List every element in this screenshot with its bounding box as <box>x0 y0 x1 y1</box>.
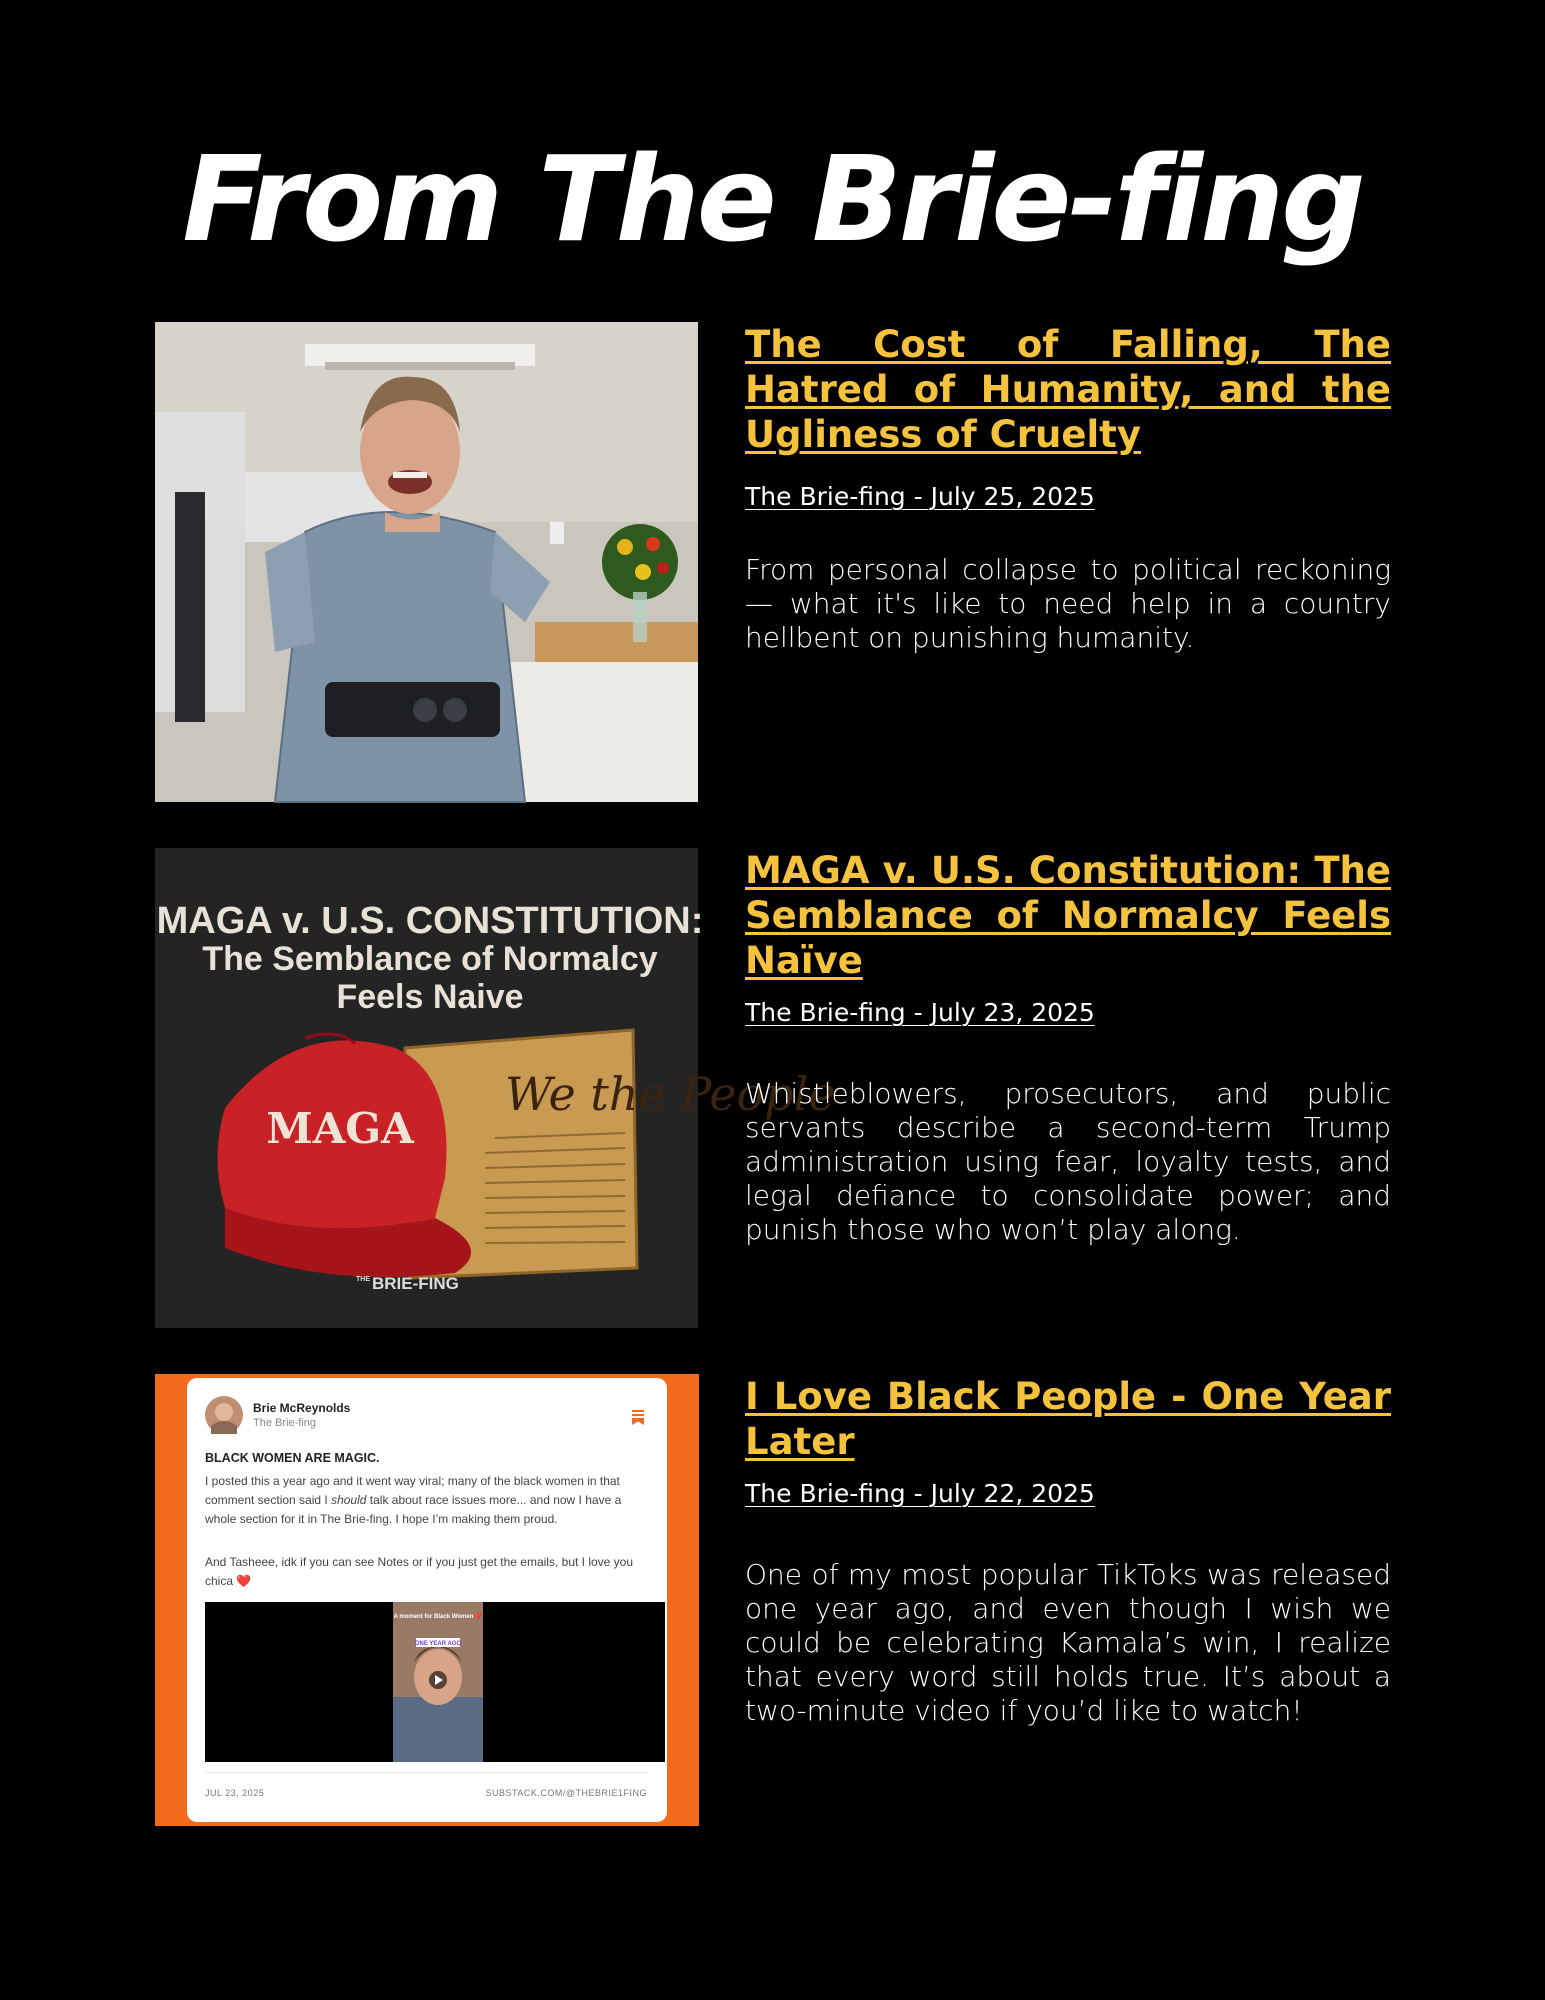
note-date: JUL 23, 2025 <box>205 1788 265 1798</box>
note-divider <box>205 1772 647 1773</box>
hat-maga-text: MAGA <box>266 1104 414 1153</box>
article-summary: Whistleblowers, prosecutors, and public servants describe a second-term Trump administration using fear, loyalty tests, and legal defiance to consolidate power; and punish those who won’t play along. <box>745 1077 1391 1246</box>
video-frame <box>205 1602 665 1762</box>
document-we-the-people: We the People <box>505 1067 836 1121</box>
article-byline-link[interactable]: The Brie-fing - July 23, 2025 <box>745 998 1095 1027</box>
thumb-title-line2: The Semblance of Normalcy <box>202 940 658 978</box>
video-tag: ONE YEAR AGO <box>414 1641 462 1647</box>
author-avatar <box>205 1396 243 1434</box>
article-headline-link[interactable]: MAGA v. U.S. Constitution: The Semblance of Normalcy Feels Naïve <box>745 849 1391 982</box>
note-url: SUBSTACK.COM/@THEBRIE1FING <box>485 1788 647 1798</box>
substack-note-card <box>187 1378 667 1822</box>
note-publication: The Brie-fing <box>253 1417 316 1429</box>
note-headline: BLACK WOMEN ARE MAGIC. <box>205 1451 380 1465</box>
article-summary: One of my most popular TikToks was released one year ago, and even though I wish we could be celebrating Kamala’s win, I realize that every word still holds true. It’s about a two-minute video if you’d like to watch! <box>745 1558 1391 1727</box>
article-thumbnail-hospital-photo[interactable] <box>155 322 698 802</box>
page-title: From The Brie-fing <box>182 130 1363 268</box>
note-body: I posted this a year ago and it went way viral; many of the black women in that comment section said I should talk about race issues more... and now I have a whole section for it in The Brie-fing. I hope I’m making them proud. <box>205 1474 622 1526</box>
article-card <box>155 848 1391 1328</box>
hospital-photo-image <box>155 322 698 802</box>
article-summary: From personal collapse to political reckoning — what it's like to need help in a country hellbent on punishing humanity. <box>745 553 1391 654</box>
maga-constitution-image <box>155 848 836 1328</box>
article-thumbnail-substack-note[interactable] <box>155 1374 699 1826</box>
note-video-embed[interactable] <box>205 1602 665 1762</box>
article-headline-link[interactable]: The Cost of Falling, The Hatred of Humanity, and the Ugliness of Cruelty <box>745 323 1391 456</box>
article-byline-link[interactable]: The Brie-fing - July 22, 2025 <box>745 1479 1095 1508</box>
thumb-title-line1: MAGA v. U.S. CONSTITUTION: <box>156 900 704 942</box>
thumb-title-line3: Feels Naive <box>336 978 524 1016</box>
brand-prefix: THE <box>356 1276 370 1283</box>
article-card <box>155 322 1391 802</box>
substack-logo-icon <box>630 1409 646 1425</box>
article-thumbnail-maga-constitution[interactable] <box>155 848 836 1328</box>
brand-logo-text: BRIE-FING <box>372 1274 459 1293</box>
article-card <box>155 1374 1391 1826</box>
note-author-name: Brie McReynolds <box>253 1401 351 1415</box>
article-byline-link[interactable]: The Brie-fing - July 25, 2025 <box>745 482 1095 511</box>
note-body-2: And Tasheee, idk if you can see Notes or if you just get the emails, but I love you chica ❤️ <box>205 1555 634 1588</box>
article-headline-link[interactable]: I Love Black People - One Year Later <box>745 1375 1391 1463</box>
video-caption: A moment for Black Women ❤️ <box>393 1614 483 1620</box>
